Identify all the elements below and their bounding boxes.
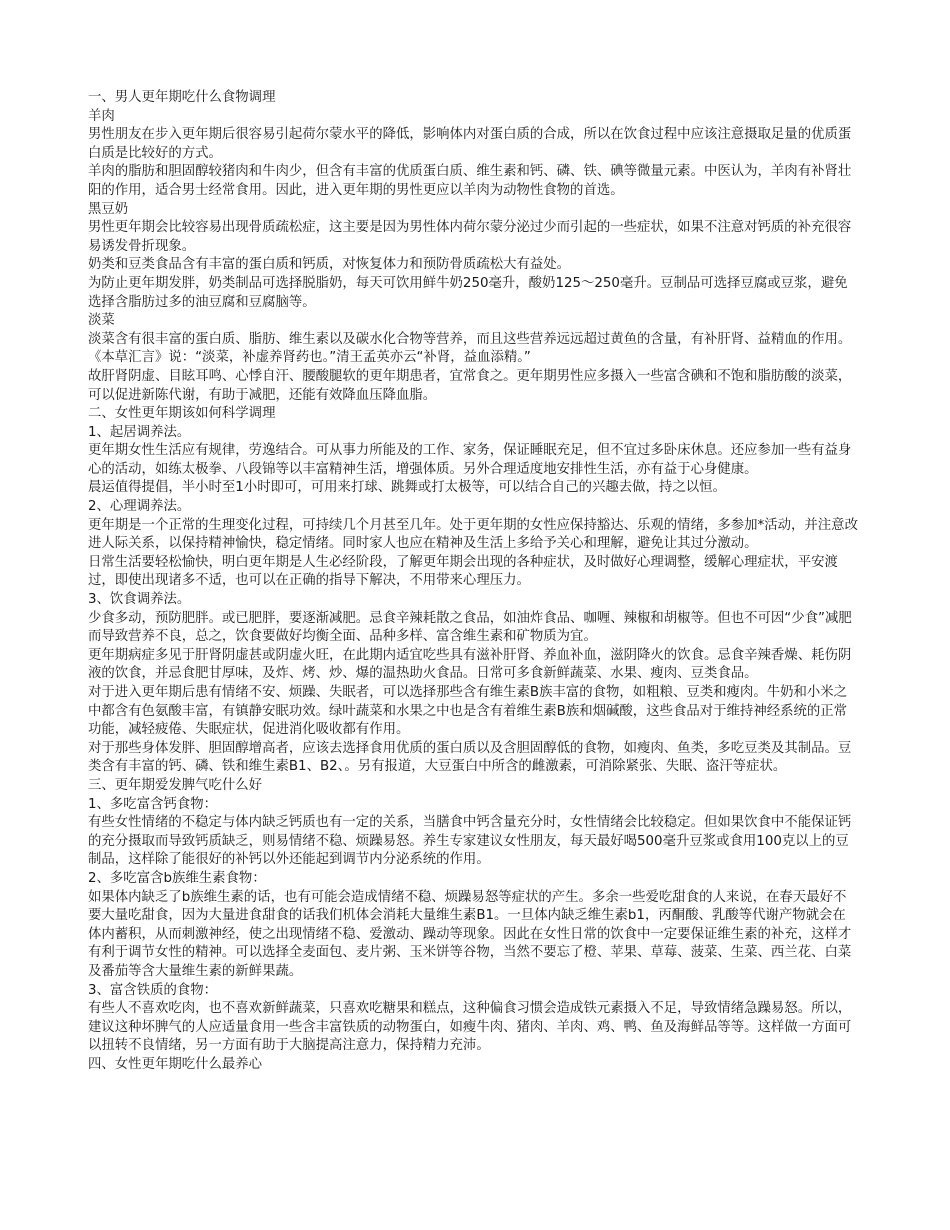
paragraph: 男性更年期会比较容易出现骨质疏松症，这主要是因为男性体内荷尔蒙分泌过少而引起的一些症状，如果不注意对钙质的补充很容易诱发骨折现象。 xyxy=(88,220,852,254)
paragraph: 少食多动，预防肥胖。或已肥胖，要逐渐减肥。忌食辛辣耗散之食品，如油炸食品、咖喱、辣椒和胡椒等。但也不可因“少食”减肥而导致营养不良，总之，饮食要做好均衡全面、品种多样、富含维生素和矿物质为宜。 xyxy=(88,610,852,645)
paragraph: 对于进入更年期后患有情绪不安、烦躁、失眠者，可以选择那些含有维生素B族丰富的食物，如粗粮、豆类和瘦肉。牛奶和小米之中都含有色氨酸丰富，有镇静安眠功效。绿叶蔬菜和水果之中也是含有着维生素B族和烟碱酸，这些食品对于维持神经系统的正常功能，减轻疲倦、失眠症状，促进消化吸收都有作用。 xyxy=(88,685,848,738)
subheading-calcium-food: 1、多吃富含钙食物： xyxy=(88,796,218,812)
paragraph: 有些女性情绪的不稳定与体内缺乏钙质也有一定的关系，当膳食中钙含量充分时，女性情绪会比较稳定。但如果饮食中不能保证钙的充分摄取而导致钙质缺乏，则易情绪不稳、烦躁易怒。养生专家建议女性朋友，每天最好喝500毫升豆浆或食用100克以上的豆制品，这样除了能很好的补钙以外还能起到调节内分泌系统的作用。 xyxy=(88,815,852,868)
document-body xyxy=(88,89,858,1074)
paragraph: 有些人不喜欢吃肉，也不喜欢新鲜蔬菜，只喜欢吃糖果和糕点，这种偏食习惯会造成铁元素摄入不足，导致情绪急躁易怒。所以，建议这种坏脾气的人应适量食用一些含丰富铁质的动物蛋白，如瘦牛肉、猪肉、羊肉、鸡、鸭、鱼及海鲜品等等。这样做一方面可以扭转不良情绪，另一方面有助于大脑提高注意力，保持精力充沛。 xyxy=(88,1001,852,1054)
paragraph: 对于那些身体发胖、胆固醇增高者，应该去选择食用优质的蛋白质以及含胆固醇低的食物，如瘦肉、鱼类，多吃豆类及其制品。豆类含有丰富的钙、磷、铁和维生素B1、B2、。另有报道，大豆蛋白中所含的雌激素，可消除紧张、失眠、盗汗等症状。 xyxy=(88,740,852,775)
paragraph: 更年期女性生活应有规律，劳逸结合。可从事力所能及的工作、家务，保证睡眠充足，但不宜过多卧床休息。还应参加一些有益身心的活动，如练太极拳、八段锦等以丰富精神生活，增强体质。另外合理适度地安排性生活，亦有益于心身健康。 xyxy=(88,443,852,477)
subheading-lifestyle-method: 1、起居调养法。 xyxy=(88,424,191,440)
paragraph: 奶类和豆类食品含有丰富的蛋白质和钙质，对恢复体力和预防骨质疏松大有益处。 xyxy=(88,257,571,273)
heading-men-menopause-food: 一、男人更年期吃什么食物调理 xyxy=(88,90,276,105)
subheading-vitamin-b-food: 2、多吃富含b族维生素食物： xyxy=(88,870,266,886)
heading-women-menopause-care: 二、女性更年期该如何科学调理 xyxy=(88,406,276,422)
subheading-mussel: 淡菜 xyxy=(88,313,115,329)
paragraph: 更年期是一个正常的生理变化过程，可持续几个月甚至几年。处于更年期的女性应保持豁达、乐观的情绪，多参加*活动，并注意改进人际关系，以保持精神愉快，稳定情绪。同时家人也应在精神及生活上多给予关心和理解，避免让其过分激动。 xyxy=(88,517,858,552)
heading-women-heart-food: 四、女性更年期吃什么最养心 xyxy=(88,1056,263,1072)
paragraph: 如果体内缺乏了b族维生素的话，也有可能会造成情绪不稳、烦躁易怒等症状的产生。多余一些爱吃甜食的人来说，在春天最好不要大量吃甜食，因为大量进食甜食的话我们机体会消耗大量维生素B1。一旦体内缺乏维生素b1，丙酮酸、乳酸等代谢产物就会在体内蓄积，从而刺激神经，使之出现情绪不稳、爱激动、躁动等现象。因此在女性日常的饮食中一定要保证维生素的补充，这样才有利于调节女性的精神。可以选择全麦面包、麦片粥、玉米饼等谷物，当然不要忘了橙、苹果、草莓、菠菜、生菜、西兰花、白菜及番茄等含大量维生素的新鲜果蔬。 xyxy=(88,889,852,979)
paragraph: 男性朋友在步入更年期后很容易引起荷尔蒙水平的降低，影响体内对蛋白质的合成，所以在饮食过程中应该注意摄取足量的优质蛋白质是比较好的方式。 xyxy=(88,127,852,161)
subheading-black-soy-milk: 黑豆奶 xyxy=(88,201,129,217)
subheading-iron-food: 3、富含铁质的食物： xyxy=(88,982,218,998)
paragraph: 为防止更年期发胖，奶类制品可选择脱脂奶，每天可饮用鲜牛奶250毫升，酸奶125～250毫升。豆制品可选择豆腐或豆浆，避免选择含脂肪过多的油豆腐和豆腐脑等。 xyxy=(88,275,848,310)
paragraph: 故肝肾阴虚、目眩耳鸣、心悸自汗、腰酸腿软的更年期患者，宜常食之。更年期男性应多摄入一些富含碘和不饱和脂肪酸的淡菜，可以促进新陈代谢，有助于减肥，还能有效降血压降血脂。 xyxy=(88,368,852,403)
subheading-mutton: 羊肉 xyxy=(88,108,115,124)
subheading-psychological-method: 2、心理调养法。 xyxy=(88,499,191,515)
heading-menopause-temper-food: 三、更年期爱发脾气吃什么好 xyxy=(88,777,263,793)
paragraph: 晨运值得提倡，半小时至1小时即可，可用来打球、跳舞或打太极等，可以结合自己的兴趣去做，持之以恒。 xyxy=(88,480,726,496)
subheading-diet-method: 3、饮食调养法。 xyxy=(88,592,191,608)
paragraph: 更年期病症多见于肝肾阴虚甚或阴虚火旺，在此期内适宜吃些具有滋补肝肾、养血补血，滋阴降火的饮食。忌食辛辣香燥、耗伤阴液的饮食，并忌食肥甘厚味，及炸、烤、炒、爆的温热助火食品。日常可多食新鲜蔬菜、水果、瘦肉、豆类食品。 xyxy=(88,647,852,682)
paragraph: 淡菜含有很丰富的蛋白质、脂肪、维生素以及碳水化合物等营养，而且这些营养远远超过黄鱼的含量，有补肝肾、益精血的作用。《本草汇言》说：“淡菜，补虚养肾药也。”清王孟英亦云“补肾，益血添精。” xyxy=(88,331,852,366)
paragraph: 羊肉的脂肪和胆固醇较猪肉和牛肉少，但含有丰富的优质蛋白质、维生素和钙、磷、铁、碘等微量元素。中医认为，羊肉有补肾壮阳的作用，适合男士经常食用。因此，进入更年期的男性更应以羊肉为动物性食物的首选。 xyxy=(88,164,852,198)
paragraph: 日常生活要轻松愉快，明白更年期是人生必经阶段，了解更年期会出现的各种症状，及时做好心理调整，缓解心理症状，平安渡过，即使出现诸多不适，也可以在正确的指导下解决，不用带来心理压力。 xyxy=(88,554,838,589)
